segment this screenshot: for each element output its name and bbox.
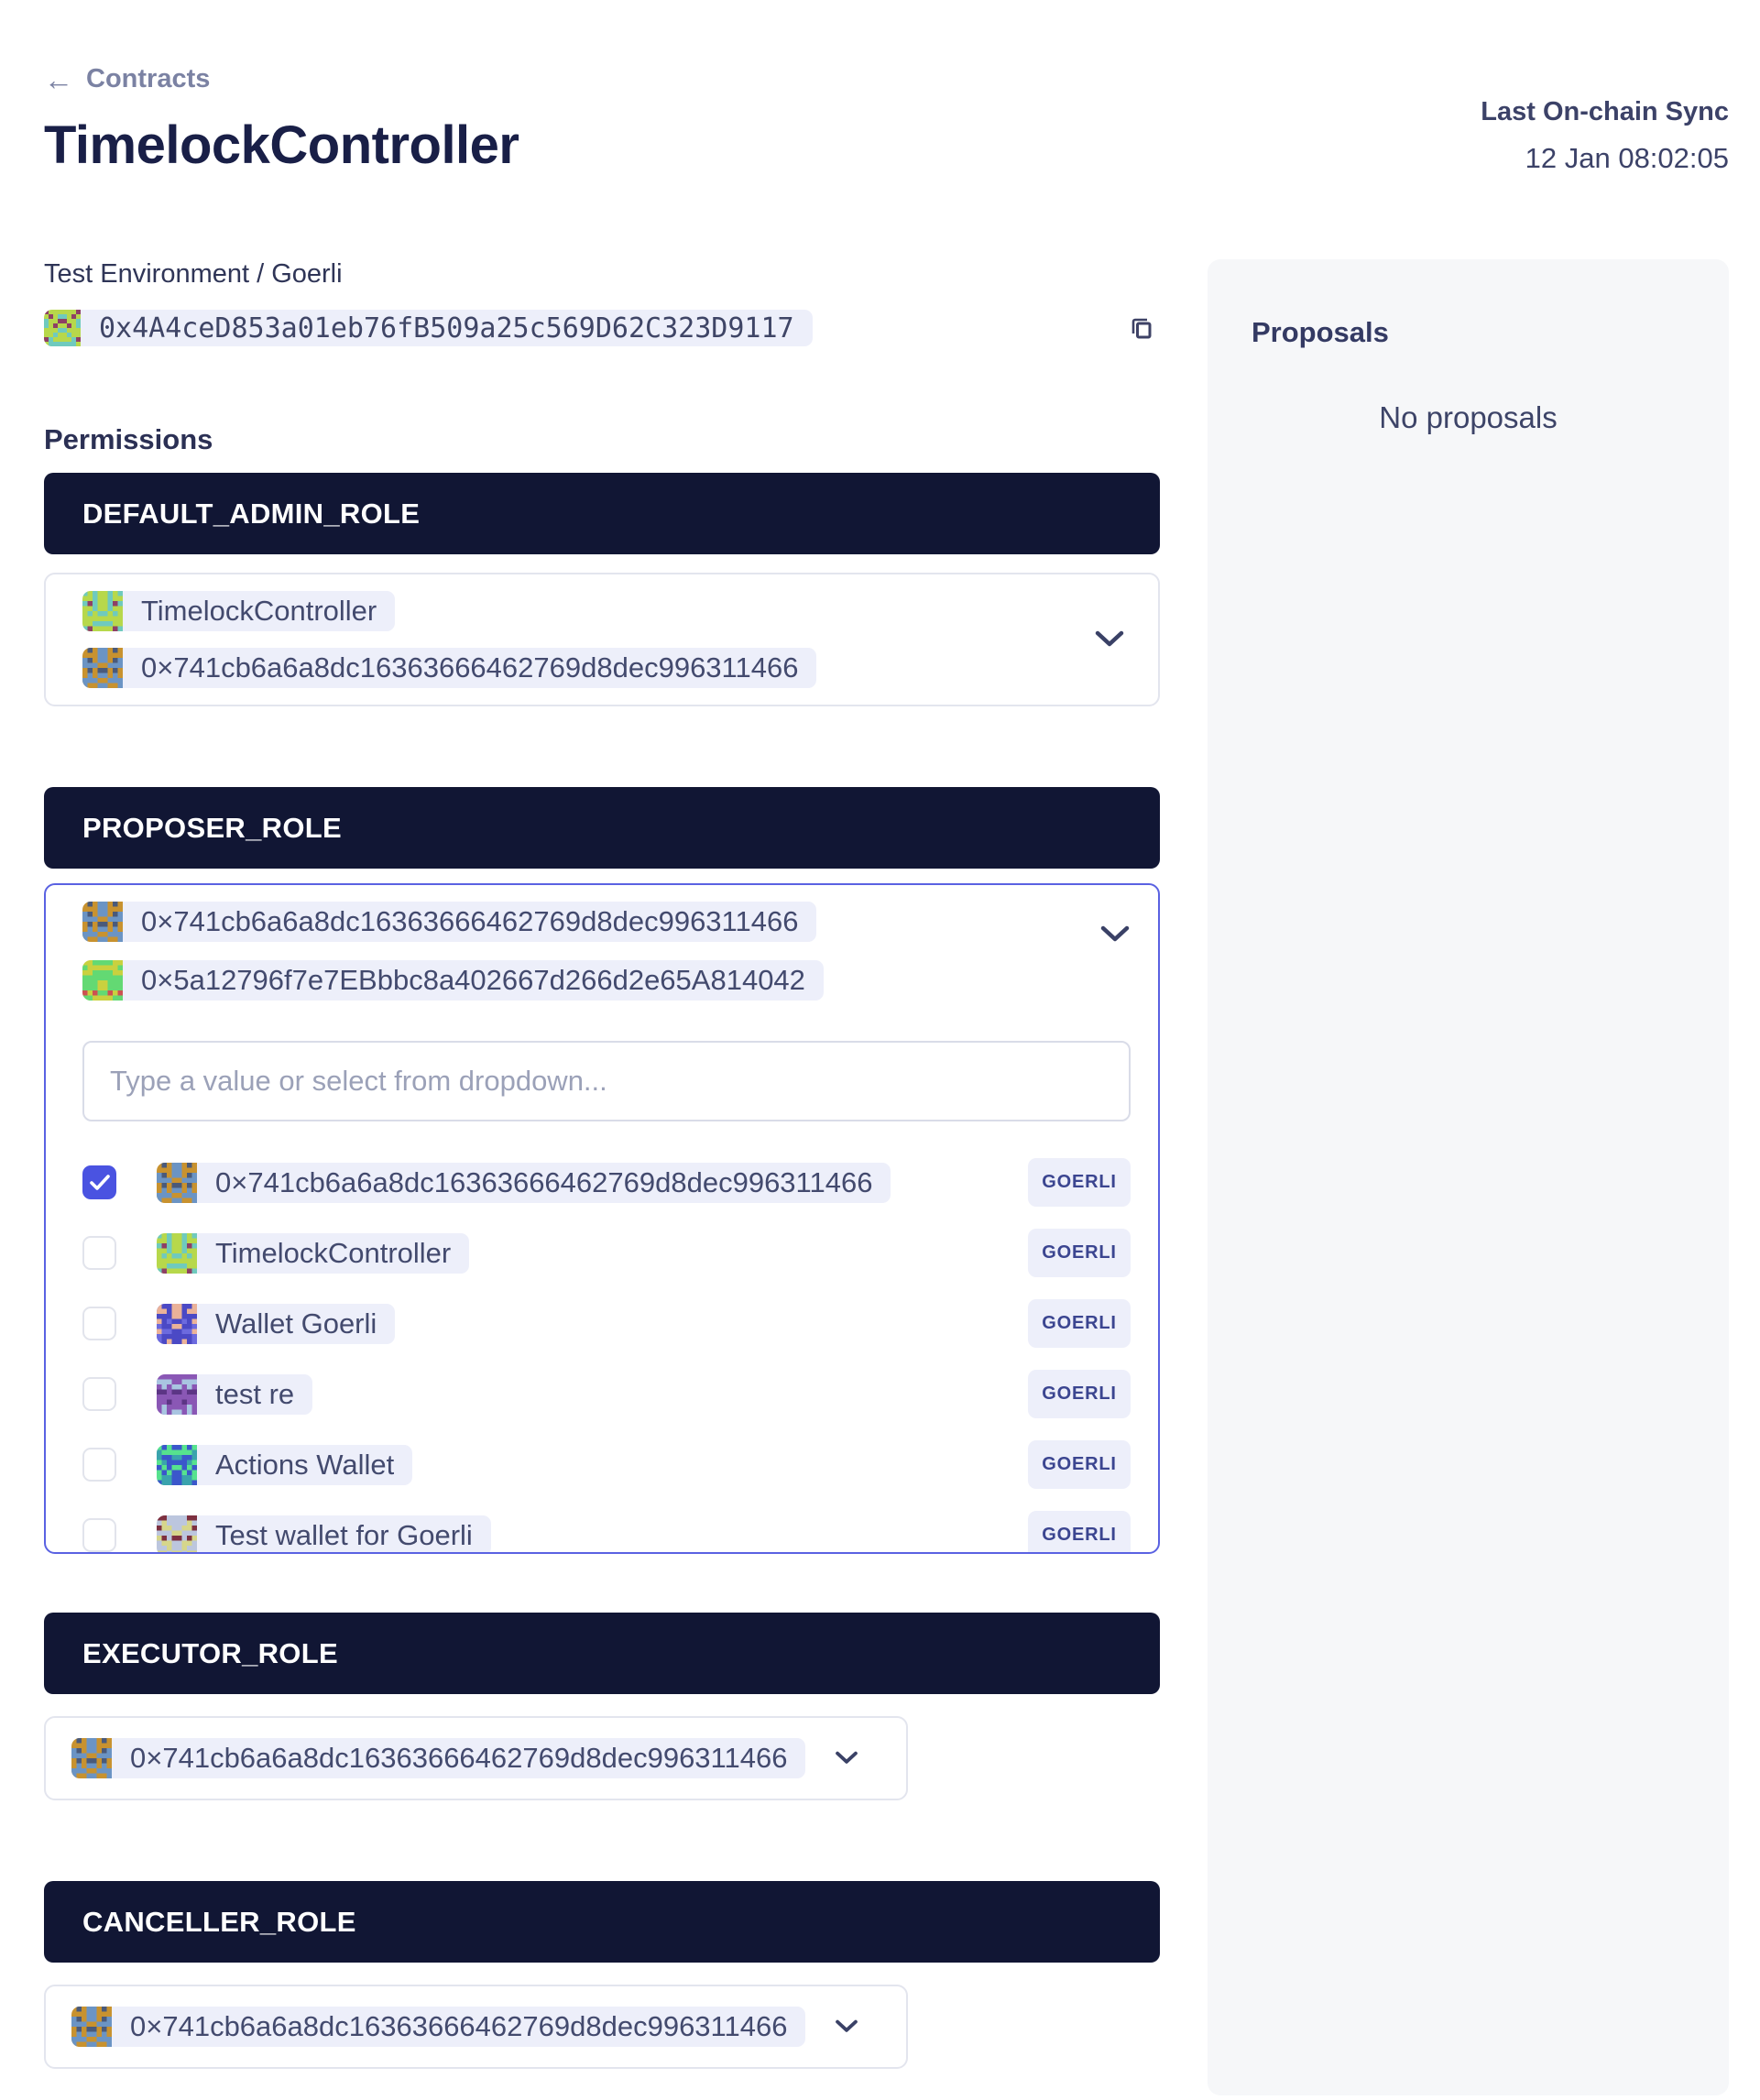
sync-time: 12 Jan 08:02:05 (1525, 142, 1729, 174)
identicon (82, 648, 123, 688)
option-label: test re (197, 1374, 312, 1415)
identicon (71, 2007, 112, 2047)
dropdown-option[interactable] (82, 1511, 1131, 1554)
dropdown-option[interactable] (82, 1299, 1131, 1348)
identicon (82, 960, 123, 1001)
dropdown-option[interactable] (82, 1370, 1131, 1418)
proposer-members (82, 902, 1131, 1001)
expand-role-button[interactable] (835, 2019, 858, 2034)
network-badge: GOERLI (1028, 1440, 1131, 1489)
checkbox-unchecked[interactable] (82, 1448, 116, 1482)
main-column (44, 259, 1160, 2095)
back-arrow-icon: ← (44, 62, 73, 96)
member-label: 0×741cb6a6a8dc16363666462769d8dec996311466 (123, 902, 816, 942)
identicon (157, 1233, 197, 1274)
option-label: Test wallet for Goerli (197, 1515, 491, 1555)
chevron-down-icon (835, 1751, 858, 1766)
role-card-canceller (44, 1985, 908, 2069)
chevron-down-icon (1094, 630, 1125, 649)
member-label: 0×741cb6a6a8dc16363666462769d8dec996311466 (112, 1738, 805, 1778)
role-card-default-admin (44, 573, 1160, 706)
option-pill (157, 1445, 412, 1485)
collapse-role-button[interactable] (1099, 925, 1131, 944)
back-link[interactable] (44, 64, 519, 94)
member-pill (82, 960, 824, 1001)
dropdown-option[interactable] (82, 1158, 1131, 1207)
proposals-empty-text: No proposals (1379, 400, 1558, 434)
role-header-proposer (44, 787, 1160, 869)
network-badge: GOERLI (1028, 1299, 1131, 1348)
topbar-left (44, 64, 519, 175)
option-pill (157, 1374, 312, 1415)
identicon (157, 1374, 197, 1415)
dropdown-option[interactable] (82, 1440, 1131, 1489)
identicon (71, 1738, 112, 1778)
option-pill (157, 1515, 491, 1555)
role-header-canceller (44, 1881, 1160, 1963)
sync-info (1481, 64, 1729, 175)
member-pill (82, 902, 824, 942)
option-pill (157, 1304, 395, 1344)
member-label: 0×741cb6a6a8dc16363666462769d8dec996311466 (123, 648, 816, 688)
network-badge: GOERLI (1028, 1511, 1131, 1554)
option-label: TimelockController (197, 1233, 469, 1274)
member-pill (71, 2007, 805, 2047)
option-label: Wallet Goerli (197, 1304, 395, 1344)
member-search-input[interactable] (82, 1041, 1131, 1121)
contract-address-pill (44, 310, 813, 346)
proposals-heading: Proposals (1252, 316, 1389, 348)
checkbox-unchecked[interactable] (82, 1236, 116, 1270)
member-label: TimelockController (123, 591, 395, 631)
chevron-down-icon (835, 2019, 858, 2034)
identicon (82, 591, 123, 631)
role-header-executor (44, 1613, 1160, 1694)
option-pill (157, 1233, 469, 1274)
option-label: Actions Wallet (197, 1445, 412, 1485)
checkbox-unchecked[interactable] (82, 1307, 116, 1340)
role-name: PROPOSER_ROLE (82, 811, 342, 844)
dropdown-options (82, 1158, 1131, 1554)
page-title: TimelockController (44, 115, 519, 175)
role-name: DEFAULT_ADMIN_ROLE (82, 497, 421, 530)
identicon (157, 1445, 197, 1485)
permissions-heading: Permissions (44, 423, 213, 455)
contract-address-row (44, 310, 1160, 346)
network-badge: GOERLI (1028, 1229, 1131, 1277)
member-label: 0×741cb6a6a8dc16363666462769d8dec996311466 (112, 2007, 805, 2047)
expand-role-button[interactable] (835, 1751, 858, 1766)
member-label: 0×5a12796f7e7EBbbc8a402667d266d2e65A814042 (123, 960, 824, 1001)
identicon (157, 1515, 197, 1555)
dropdown-option[interactable] (82, 1229, 1131, 1277)
identicon (157, 1163, 197, 1203)
network-badge: GOERLI (1028, 1370, 1131, 1418)
contract-identicon (44, 310, 81, 346)
back-label: Contracts (86, 64, 211, 93)
role-name: EXECUTOR_ROLE (82, 1636, 338, 1669)
role-card-proposer (44, 883, 1160, 1554)
option-label: 0×741cb6a6a8dc16363666462769d8dec996311466 (197, 1163, 891, 1203)
topbar (0, 0, 1760, 175)
proposals-panel (1208, 259, 1729, 2095)
identicon (82, 902, 123, 942)
copy-address-button[interactable] (1127, 313, 1156, 343)
network-badge: GOERLI (1028, 1158, 1131, 1207)
checkbox-unchecked[interactable] (82, 1518, 116, 1552)
identicon (157, 1304, 197, 1344)
member-pill (71, 1738, 805, 1778)
member-list (82, 902, 824, 1001)
option-pill (157, 1163, 891, 1203)
member-pill (82, 591, 816, 631)
role-header-default-admin (44, 473, 1160, 554)
content (0, 259, 1760, 2095)
copy-icon (1127, 313, 1156, 343)
member-pill (82, 648, 816, 688)
checkbox-checked[interactable] (82, 1165, 116, 1199)
expand-role-button[interactable] (1094, 630, 1125, 649)
check-icon (89, 1174, 111, 1192)
contract-address: 0x4A4ceD853a01eb76fB509a25c569D62C323D9117 (81, 310, 813, 346)
environment-label: Test Environment / Goerli (44, 259, 343, 289)
checkbox-unchecked[interactable] (82, 1377, 116, 1411)
chevron-down-icon (1099, 925, 1131, 944)
role-card-executor (44, 1716, 908, 1800)
sync-label: Last On-chain Sync (1481, 97, 1729, 126)
member-list (82, 591, 816, 688)
role-name: CANCELLER_ROLE (82, 1905, 356, 1938)
